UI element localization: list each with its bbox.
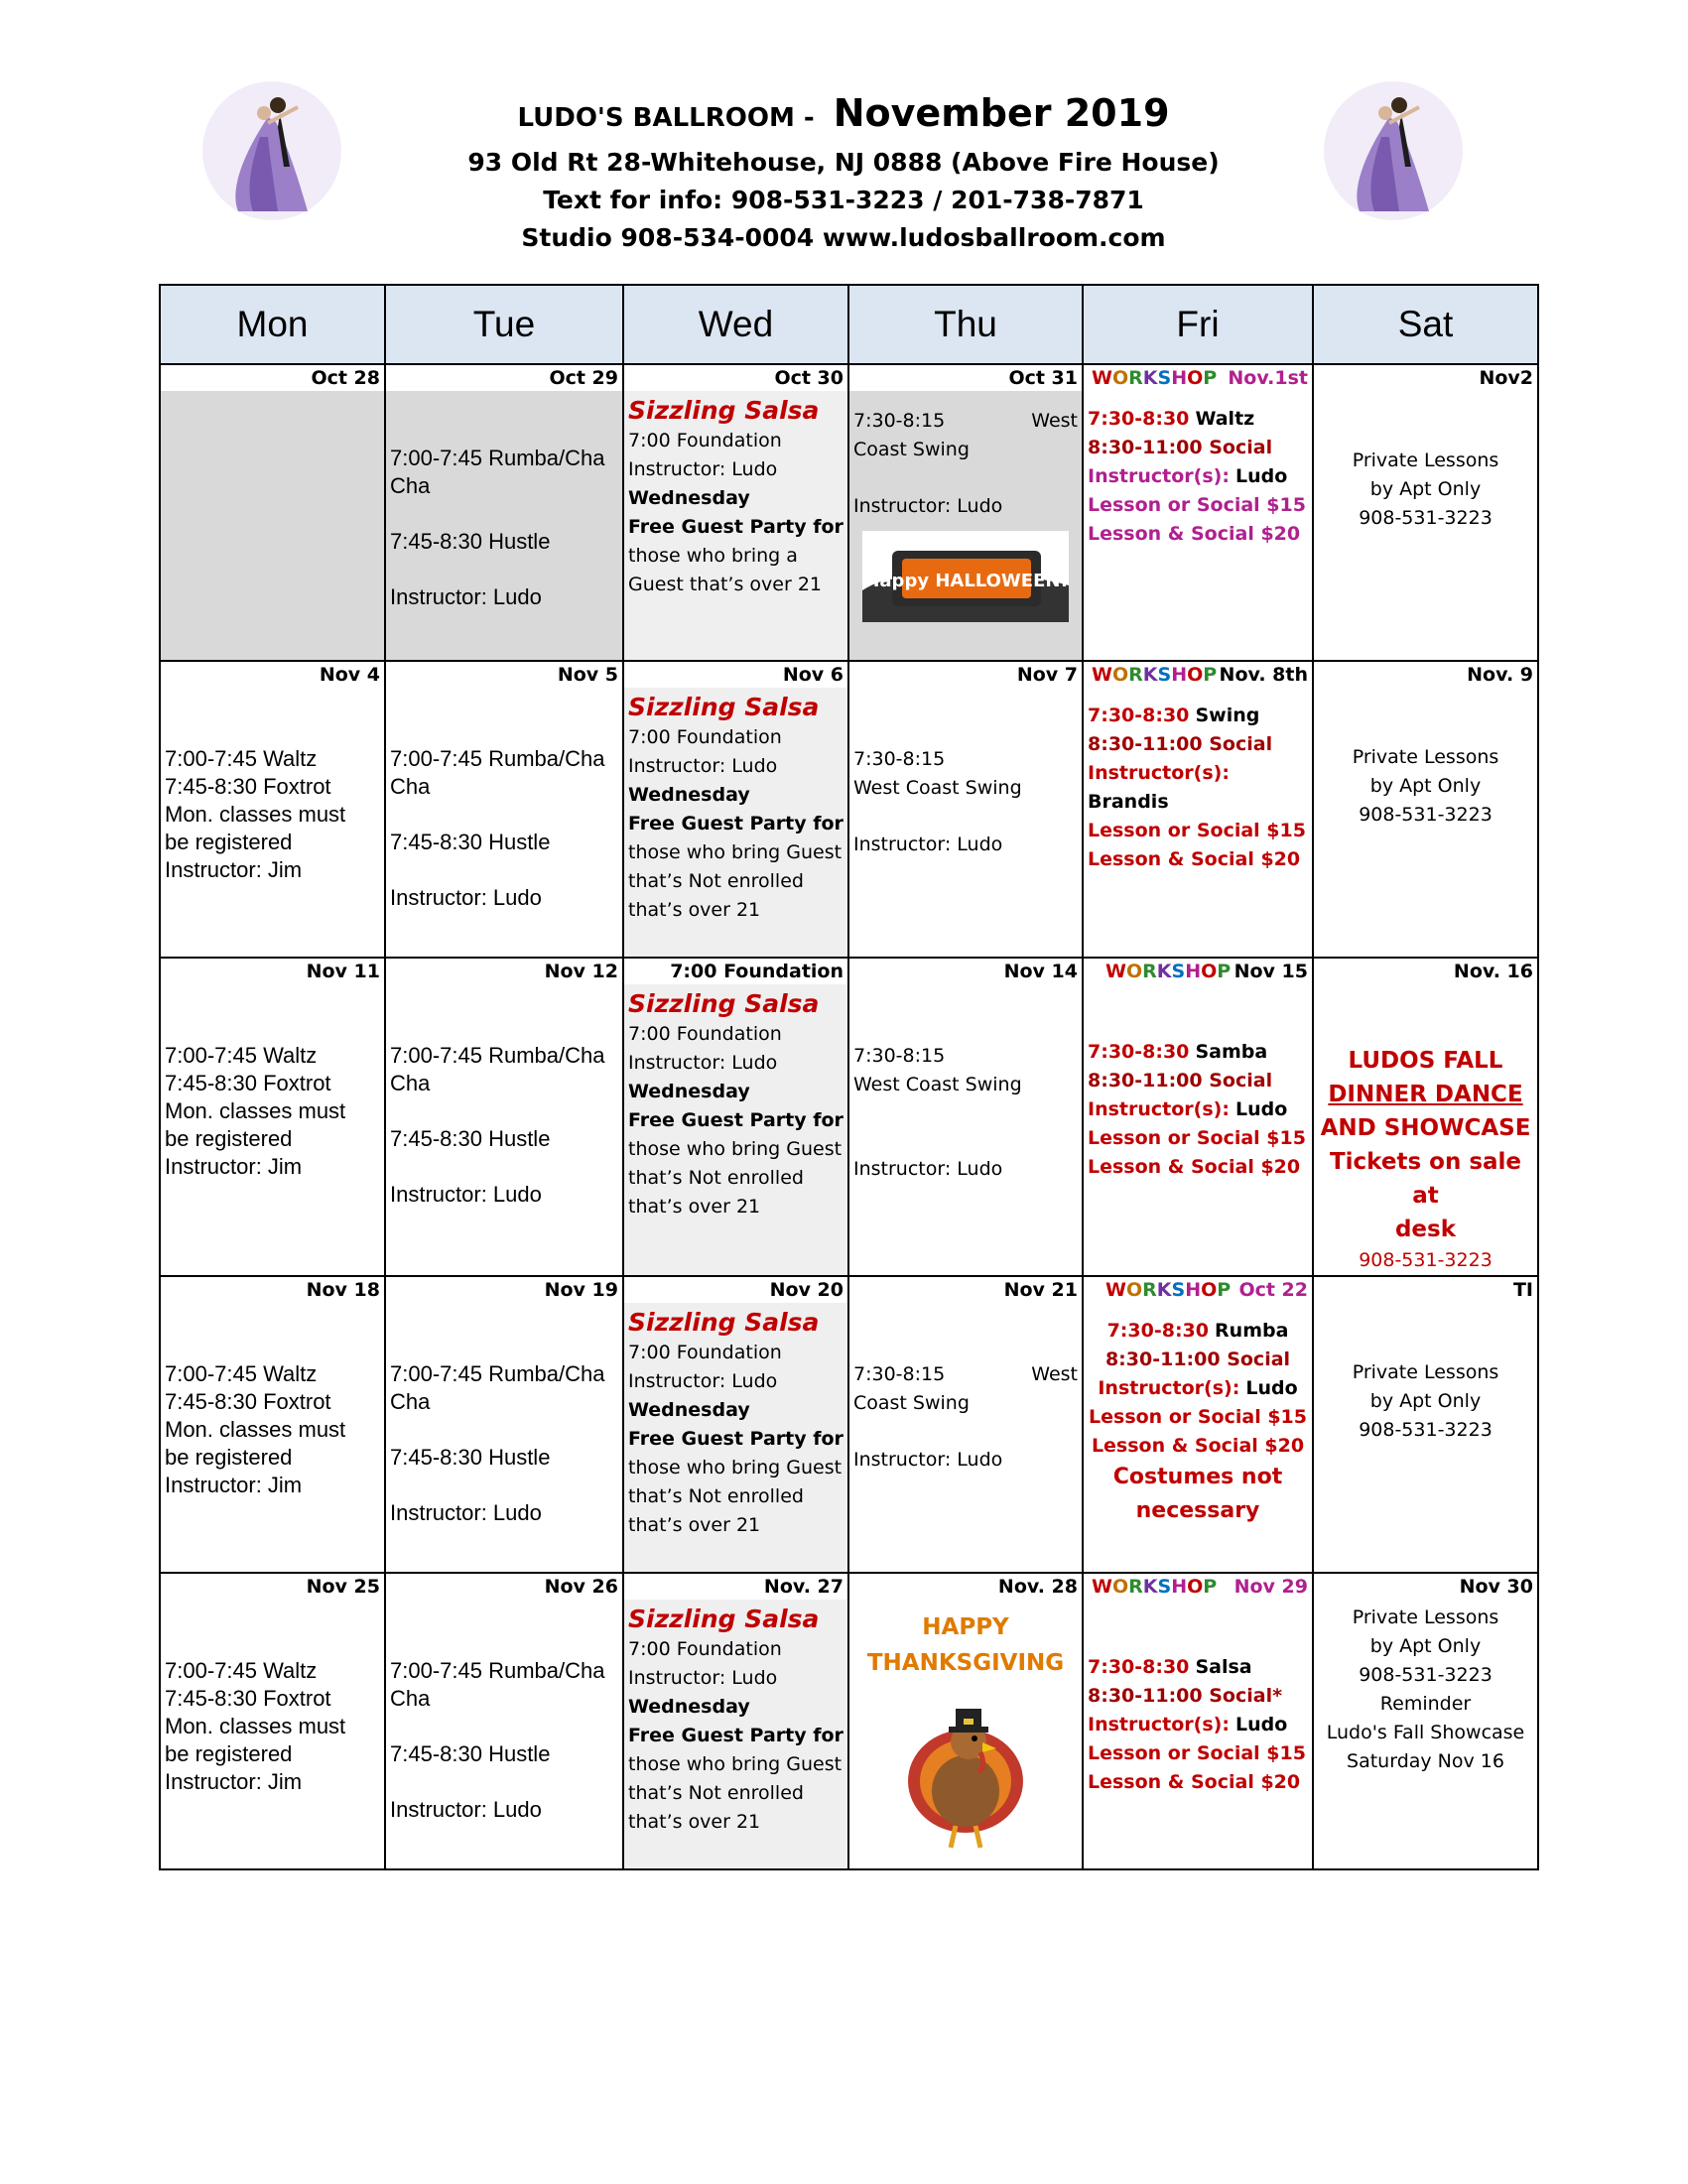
day-cell	[160, 958, 385, 1276]
text-info: Text for info: 908-531-3223 / 201-738-7871	[543, 186, 1144, 214]
instructor: Instructor: Jim	[165, 1769, 303, 1794]
day-cell	[160, 364, 385, 661]
week-row-1	[160, 364, 1538, 661]
week-row-2	[160, 661, 1538, 958]
instructor: Ludo	[1234, 465, 1288, 487]
guest-note: that’s over 21	[628, 1196, 761, 1218]
workshop-header	[1084, 1574, 1312, 1600]
guest-note: that’s over 21	[628, 1811, 761, 1833]
private-lessons: Private Lessons	[1352, 450, 1499, 471]
day-date: Nov 5	[557, 664, 618, 686]
costume-note: necessary	[1135, 1498, 1260, 1523]
guest-note: those who bring a	[628, 545, 798, 567]
day-date: 7:00 Foundation	[624, 959, 847, 984]
guest-note: that’s over 21	[628, 1514, 761, 1536]
day-date: Nov. 27	[624, 1574, 847, 1600]
class-name: Coast Swing	[853, 1392, 970, 1414]
social-time: 8:30-11:00 Social*	[1088, 1685, 1283, 1707]
class-name: West Coast Swing	[853, 777, 1022, 799]
class-time: 7:30-8:30	[1106, 1320, 1209, 1342]
class-time: 7:00 Foundation	[628, 1638, 782, 1660]
class-time: 7:00-7:45 Rumba/Cha Cha	[390, 1043, 605, 1095]
day-date: Nov 29	[1234, 1576, 1308, 1598]
class-time: 7:00-7:45 Rumba/Cha Cha	[390, 746, 605, 799]
day-date: Nov2	[1479, 367, 1533, 389]
instructor: Instructor: Ludo	[628, 458, 778, 480]
social-time: 8:30-11:00 Social	[1088, 437, 1273, 458]
day-cell	[623, 661, 848, 958]
class-name: Swing	[1195, 705, 1260, 726]
class-name: Salsa	[1195, 1656, 1252, 1678]
workshop-label: WORKSHOP	[1092, 664, 1218, 686]
free-guest: Free Guest Party for	[628, 1428, 844, 1450]
showcase-line: AND SHOWCASE	[1320, 1115, 1531, 1141]
week-row-4	[160, 1276, 1538, 1573]
social-time: 8:30-11:00 Social	[1088, 1070, 1273, 1092]
instructor: Instructor: Jim	[165, 857, 303, 882]
day-cell	[848, 1276, 1083, 1573]
free-guest: Free Guest Party for	[628, 1109, 844, 1131]
day-date: Nov 26	[544, 1576, 618, 1598]
class-time: 7:45-8:30 Hustle	[390, 1445, 551, 1470]
day-header-tue: Tue	[385, 285, 623, 364]
guest-note: Guest that’s over 21	[628, 574, 822, 595]
day-header-thu: Thu	[848, 285, 1083, 364]
price: Lesson & Social $20	[1091, 1435, 1305, 1457]
instructor: Instructor: Ludo	[853, 834, 1003, 855]
social-time: 8:30-11:00 Social	[1104, 1349, 1291, 1370]
day-cell	[385, 1573, 623, 1869]
instructor: Instructor: Jim	[165, 1473, 303, 1497]
instructor: Instructor: Ludo	[390, 1797, 542, 1822]
phone: 908-531-3223	[1359, 1664, 1493, 1686]
class-time: 7:30-8:30	[1088, 408, 1190, 430]
instructor-label: Instructor(s):	[1088, 1714, 1230, 1735]
class-time: 7:30-8:30	[1088, 1041, 1190, 1063]
reminder: Ludo's Fall Showcase	[1326, 1722, 1525, 1743]
class-time: 7:30-8:30	[1088, 1656, 1190, 1678]
salsa-title: Sizzling Salsa	[628, 1605, 820, 1633]
social-time: 8:30-11:00 Social	[1088, 733, 1273, 755]
price: Lesson & Social $20	[1088, 1771, 1301, 1793]
day-cell	[623, 1276, 848, 1573]
class-time: 7:30-8:15	[853, 1045, 946, 1067]
day-cell	[160, 1573, 385, 1869]
day-header-row	[160, 285, 1538, 364]
instructor: Instructor: Ludo	[853, 495, 1003, 517]
costume-note: Costumes not	[1112, 1465, 1283, 1489]
instructor: Ludo	[1234, 1714, 1288, 1735]
mon-note: Mon. classes must	[165, 1714, 346, 1738]
private-lessons: Private Lessons	[1352, 1361, 1499, 1383]
class-time: 7:00 Foundation	[628, 726, 782, 748]
instructor-label: Instructor(s):	[1088, 1098, 1230, 1120]
guest-note: that’s Not enrolled	[628, 1782, 804, 1804]
day-cell	[1313, 1573, 1538, 1869]
mon-note: Mon. classes must	[165, 802, 346, 827]
workshop-label: WORKSHOP	[1105, 961, 1232, 982]
private-lessons: by Apt Only	[1369, 478, 1482, 500]
class-time: 7:45-8:30 Hustle	[390, 529, 551, 554]
workshop-label: WORKSHOP	[1105, 1279, 1232, 1301]
phone: 908-531-3223	[1359, 1419, 1493, 1441]
class-time: 7:00-7:45 Waltz	[165, 1361, 318, 1386]
week-row-5	[160, 1573, 1538, 1869]
guest-note: that’s Not enrolled	[628, 870, 804, 892]
salsa-title: Sizzling Salsa	[628, 989, 820, 1018]
class-time: 7:30-8:15	[853, 1363, 946, 1385]
workshop-label: WORKSHOP	[1092, 367, 1218, 389]
showcase-line: desk	[1394, 1217, 1457, 1242]
day-date: Nov 14	[1003, 961, 1078, 982]
instructor: Ludo	[1234, 1098, 1288, 1120]
studio-name: LUDO'S BALLROOM -	[517, 103, 815, 133]
class-time: 7:45-8:30 Foxtrot	[165, 1071, 331, 1095]
free-guest: Free Guest Party for	[628, 1725, 844, 1746]
instructor-label: Instructor(s):	[1088, 762, 1230, 784]
day-header-mon: Mon	[160, 285, 385, 364]
showcase-line: LUDOS FALL	[1348, 1048, 1503, 1074]
free-guest: Free Guest Party for	[628, 516, 844, 538]
instructor: Instructor: Ludo	[853, 1449, 1003, 1471]
workshop-header	[1084, 1277, 1312, 1303]
day-date: Nov 21	[1003, 1279, 1078, 1301]
instructor-label: Instructor(s):	[1088, 465, 1230, 487]
day-cell	[1083, 958, 1313, 1276]
guest-note: those who bring Guest	[628, 1753, 843, 1775]
instructor: Instructor: Ludo	[390, 1500, 542, 1525]
day-cell	[623, 364, 848, 661]
calendar-header	[397, 87, 1290, 257]
class-time: 7:00 Foundation	[628, 1023, 782, 1045]
day-cell	[848, 661, 1083, 958]
day-date: Oct 31	[849, 365, 1082, 391]
workshop-label: WORKSHOP	[1092, 1576, 1218, 1598]
day-date: Nov 20	[624, 1277, 847, 1303]
price: Lesson & Social $20	[1088, 848, 1301, 870]
day-date: Nov 15	[1234, 961, 1308, 982]
mon-note: be registered	[165, 1741, 293, 1766]
day-cell	[1313, 364, 1538, 661]
day-cell	[623, 1573, 848, 1869]
day-date: Nov. 28	[997, 1576, 1078, 1598]
class-name: West	[1031, 1363, 1078, 1385]
guest-note: those who bring Guest	[628, 1457, 843, 1478]
free-guest: Free Guest Party for	[628, 813, 844, 835]
phone: 908-531-3223	[1359, 804, 1493, 826]
private-lessons: by Apt Only	[1369, 1390, 1482, 1412]
instructor: Instructor: Jim	[165, 1154, 303, 1179]
day-cell	[848, 958, 1083, 1276]
day-cell	[1083, 364, 1313, 661]
class-time: 7:00 Foundation	[628, 430, 782, 451]
day-date: Oct 22	[1238, 1279, 1308, 1301]
day-header-sat: Sat	[1313, 285, 1538, 364]
day-date: Oct 30	[624, 365, 847, 391]
mon-note: be registered	[165, 1445, 293, 1470]
guest-note: that’s over 21	[628, 899, 761, 921]
month-title: November 2019	[833, 91, 1170, 135]
class-time: 7:45-8:30 Foxtrot	[165, 1686, 331, 1711]
day-cell	[160, 661, 385, 958]
price: Lesson & Social $20	[1088, 1156, 1301, 1178]
day-date: Nov 12	[544, 961, 618, 982]
wed-label: Wednesday	[628, 487, 750, 509]
price: Lesson & Social $20	[1088, 523, 1301, 545]
instructor: Brandis	[1088, 791, 1169, 813]
day-date: Nov.1st	[1228, 367, 1308, 389]
guest-note: that’s Not enrolled	[628, 1485, 804, 1507]
calendar-table	[159, 284, 1539, 1870]
guest-note: that’s Not enrolled	[628, 1167, 804, 1189]
day-cell	[848, 1573, 1083, 1869]
private-lessons: by Apt Only	[1369, 775, 1482, 797]
private-lessons: Private Lessons	[1352, 746, 1499, 768]
class-time: 7:45-8:30 Hustle	[390, 1741, 551, 1766]
day-cell	[623, 958, 848, 1276]
wed-label: Wednesday	[628, 1081, 750, 1102]
instructor: Instructor: Ludo	[390, 1182, 542, 1207]
day-date: Nov 6	[624, 662, 847, 688]
instructor: Instructor: Ludo	[628, 1667, 778, 1689]
mon-note: be registered	[165, 1126, 293, 1151]
week-row-3	[160, 958, 1538, 1276]
class-time: 7:45-8:30 Hustle	[390, 830, 551, 854]
day-date: Nov 7	[1016, 664, 1078, 686]
day-cell	[385, 958, 623, 1276]
instructor: Instructor: Ludo	[628, 1052, 778, 1074]
wed-label: Wednesday	[628, 1399, 750, 1421]
class-time: 7:30-8:15	[853, 410, 946, 432]
class-time: 7:00 Foundation	[628, 1342, 782, 1363]
guest-note: those who bring Guest	[628, 1138, 843, 1160]
wed-label: Wednesday	[628, 784, 750, 806]
day-cell	[1313, 661, 1538, 958]
day-cell	[1313, 958, 1538, 1276]
mon-note: be registered	[165, 830, 293, 854]
class-time: 7:00-7:45 Rumba/Cha Cha	[390, 1658, 605, 1711]
class-time: 7:00-7:45 Waltz	[165, 1658, 318, 1683]
header-title	[397, 87, 1290, 144]
showcase-line: Tickets on sale at	[1329, 1149, 1522, 1209]
phone: 908-531-3223	[1359, 507, 1493, 529]
class-time: 7:00-7:45 Rumba/Cha Cha	[390, 446, 605, 498]
instructor: Instructor: Ludo	[853, 1158, 1003, 1180]
turkey-icon	[901, 1687, 1030, 1856]
halloween-caption: Happy HALLOWEEN!	[864, 571, 1069, 591]
guest-note: those who bring Guest	[628, 841, 843, 863]
day-cell	[1083, 1573, 1313, 1869]
phone: 908-531-3223	[1359, 1249, 1493, 1271]
thanksgiving-line: HAPPY	[922, 1614, 1009, 1640]
class-time: 7:30-8:15	[853, 748, 946, 770]
reminder: Reminder	[1379, 1693, 1472, 1715]
class-name: Waltz	[1195, 408, 1255, 430]
class-time: 7:45-8:30 Hustle	[390, 1126, 551, 1151]
dancers-logo-right	[1320, 77, 1467, 224]
price: Lesson or Social $15	[1088, 1742, 1306, 1764]
class-time: 7:45-8:30 Foxtrot	[165, 774, 331, 799]
day-date: Nov 30	[1459, 1576, 1533, 1598]
price: Lesson or Social $15	[1088, 820, 1306, 841]
day-date: Nov. 8th	[1219, 664, 1308, 686]
instructor-label: Instructor(s):	[1098, 1377, 1240, 1399]
day-header-wed: Wed	[623, 285, 848, 364]
day-date: TI	[1512, 1279, 1533, 1301]
day-date: Nov. 9	[1467, 664, 1533, 686]
class-time: 7:45-8:30 Foxtrot	[165, 1389, 331, 1414]
day-cell	[385, 661, 623, 958]
day-date: Nov 18	[306, 1279, 380, 1301]
day-date: Nov 4	[319, 664, 380, 686]
day-date: Nov 11	[306, 961, 380, 982]
dancers-logo-left	[198, 77, 345, 224]
salsa-title: Sizzling Salsa	[628, 396, 820, 425]
price: Lesson or Social $15	[1088, 494, 1306, 516]
day-cell	[1313, 1276, 1538, 1573]
day-date: Oct 28	[161, 365, 384, 391]
private-lessons: Private Lessons	[1352, 1606, 1499, 1628]
reminder: Saturday Nov 16	[1347, 1750, 1504, 1772]
day-header-fri: Fri	[1083, 285, 1313, 364]
price: Lesson or Social $15	[1088, 1127, 1306, 1149]
instructor: Instructor: Ludo	[628, 755, 778, 777]
day-date: Oct 29	[386, 365, 622, 391]
day-date: Nov. 16	[1453, 961, 1533, 982]
salsa-title: Sizzling Salsa	[628, 693, 820, 721]
mon-note: Mon. classes must	[165, 1417, 346, 1442]
thanksgiving-line: THANKSGIVING	[866, 1650, 1065, 1676]
wed-label: Wednesday	[628, 1696, 750, 1718]
class-time: 7:00-7:45 Waltz	[165, 746, 318, 771]
studio-info: Studio 908-534-0004 www.ludosballroom.com	[521, 223, 1166, 252]
halloween-image	[862, 531, 1069, 622]
day-cell	[1083, 1276, 1313, 1573]
class-time: 7:30-8:30	[1088, 705, 1190, 726]
class-name: West Coast Swing	[853, 1074, 1022, 1095]
day-cell	[160, 1276, 385, 1573]
class-time: 7:00-7:45 Rumba/Cha Cha	[390, 1361, 605, 1414]
address: 93 Old Rt 28-Whitehouse, NJ 0888 (Above Fire House)	[467, 148, 1220, 177]
instructor: Instructor: Ludo	[390, 584, 542, 609]
workshop-header	[1084, 959, 1312, 984]
private-lessons: by Apt Only	[1369, 1635, 1482, 1657]
day-date: Nov 19	[544, 1279, 618, 1301]
instructor: Instructor: Ludo	[390, 885, 542, 910]
day-date: Nov 25	[306, 1576, 380, 1598]
price: Lesson or Social $15	[1089, 1406, 1307, 1428]
class-name: Samba	[1195, 1041, 1268, 1063]
class-name: West	[1031, 410, 1078, 432]
showcase-line: DINNER DANCE	[1328, 1082, 1523, 1107]
day-cell	[385, 364, 623, 661]
salsa-title: Sizzling Salsa	[628, 1308, 820, 1337]
class-name: Coast Swing	[853, 439, 970, 460]
mon-note: Mon. classes must	[165, 1098, 346, 1123]
class-name: Rumba	[1215, 1320, 1289, 1342]
instructor: Instructor: Ludo	[628, 1370, 778, 1392]
day-cell	[385, 1276, 623, 1573]
instructor: Ludo	[1245, 1377, 1298, 1399]
day-cell	[848, 364, 1083, 661]
workshop-header	[1084, 662, 1312, 688]
day-cell	[1083, 661, 1313, 958]
class-time: 7:00-7:45 Waltz	[165, 1043, 318, 1068]
workshop-header	[1084, 365, 1312, 391]
